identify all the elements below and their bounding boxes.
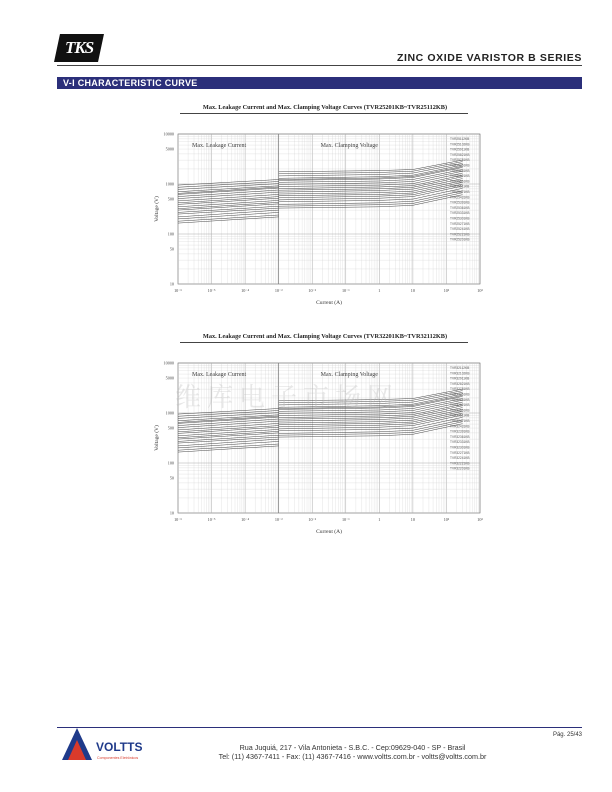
x-tick-label: 10⁻⁵	[207, 288, 216, 293]
section-title: V-I CHARACTERISTIC CURVE	[63, 78, 198, 88]
x-tick-label: 10²	[443, 517, 450, 522]
x-tick-label: 10⁻³	[274, 517, 283, 522]
series-legend-label: TVR25241KB	[450, 227, 470, 232]
y-tick-label: 500	[167, 425, 174, 431]
x-tick-label: 10⁻²	[308, 288, 317, 293]
y-tick-label: 5000	[165, 146, 174, 152]
plot-frame	[178, 134, 480, 284]
region-label-clamping: Max. Clamping Voltage	[320, 372, 378, 378]
series-legend-label: TVR25431KB	[450, 195, 470, 200]
region-label-clamping: Max. Clamping Voltage	[320, 143, 378, 149]
header-rule	[57, 65, 582, 66]
x-tick-label: 10⁻⁶	[174, 517, 182, 522]
series-legend-label: TVR32911KB	[450, 376, 470, 381]
y-tick-label: 10	[169, 510, 174, 516]
series-legend-label: TVR25471KB	[450, 190, 470, 194]
series-legend-label: TVR32391KB	[450, 429, 470, 434]
series-legend-label: TVR25271KB	[450, 221, 470, 226]
x-tick-label: 10³	[477, 517, 483, 522]
logo-text: TKS	[64, 38, 94, 57]
y-tick-label: 500	[167, 196, 174, 202]
voltts-logo	[60, 722, 160, 762]
series-legend-label: TVR32431KB	[450, 424, 470, 429]
series-legend-label: TVR32361KB	[450, 434, 470, 439]
x-tick-label: 10⁻⁴	[241, 517, 250, 522]
series-legend-label: TVR32112KB	[450, 366, 470, 370]
series-legend-label: TVR32471KB	[450, 419, 470, 423]
x-tick-label: 10⁻⁴	[241, 288, 250, 293]
section-bar	[57, 77, 582, 89]
series-legend-label: TVR25511KB	[450, 184, 470, 189]
series-legend-label: TVR32821KB	[450, 381, 470, 386]
y-axis-label: Voltage (V)	[154, 425, 160, 451]
series-legend-label: TVR32102KB	[450, 371, 470, 376]
chart-1-title: Max. Leakage Current and Max. Clamping Voltage Curves (TVR25201KB~TVR25112KB)	[202, 104, 448, 111]
region-label-leakage: Max. Leakage Current	[192, 143, 247, 149]
x-tick-label: 10	[410, 517, 415, 522]
series-legend-label: TVR32271KB	[450, 450, 470, 455]
y-tick-label: 50	[169, 475, 174, 481]
series-legend-label: TVR25331KB	[450, 211, 470, 216]
footer-address: Rua Juquiá, 217 - Vila Antonieta - S.B.C. - Cep:09629-040 - SP - Brasil	[239, 743, 466, 752]
y-tick-label: 1000	[165, 181, 174, 187]
y-axis-label: Voltage (V)	[154, 196, 160, 222]
x-tick-label: 10⁻³	[274, 288, 283, 293]
series-legend-label: TVR25221KB	[450, 232, 470, 237]
series-legend-label: TVR32681KB	[450, 397, 470, 402]
x-tick-label: 10⁻⁶	[174, 288, 182, 293]
x-tick-label: 10²	[443, 288, 450, 293]
series-legend-label: TVR25561KB	[450, 179, 470, 184]
x-axis-label: Current (A)	[316, 529, 342, 535]
x-tick-label: 10⁻¹	[341, 517, 350, 522]
series-legend-label: TVR25201KB	[450, 237, 470, 242]
chart-1	[150, 128, 490, 308]
x-tick-label: 10³	[477, 288, 483, 293]
series-title: ZINC OXIDE VARISTOR B SERIES	[396, 52, 582, 64]
x-tick-label: 10	[410, 288, 415, 293]
y-tick-label: 10000	[163, 360, 174, 366]
x-axis-label: Current (A)	[316, 300, 342, 306]
series-legend-label: TVR25112KB	[450, 137, 470, 141]
y-tick-label: 10000	[163, 131, 174, 137]
voltts-logo-tagline: Componentes Eletrônicos	[97, 756, 139, 760]
series-legend-label: TVR25911KB	[450, 147, 470, 152]
x-tick-label: 10⁻⁵	[207, 517, 216, 522]
series-legend-label: TVR32511KB	[450, 413, 470, 418]
series-legend-label: TVR25621KB	[450, 174, 470, 179]
series-legend-label: TVR32751KB	[450, 392, 470, 397]
x-tick-label: 1	[378, 517, 381, 522]
series-legend-label: TVR25821KB	[450, 152, 470, 157]
series-legend-label: TVR25681KB	[450, 168, 470, 173]
series-legend-label: TVR25301KB	[450, 216, 470, 221]
series-legend-label: TVR32221KB	[450, 461, 470, 466]
voltts-logo-name: VOLTTS	[96, 740, 143, 754]
x-tick-label: 10⁻²	[308, 517, 317, 522]
y-tick-label: 100	[167, 231, 174, 237]
series-legend-label: TVR25751KB	[450, 163, 470, 168]
tks-logo	[54, 34, 104, 62]
footer-contact: Tel: (11) 4367-7411 - Fax: (11) 4367-7416 - www.voltts.com.br - voltts@voltts.com.br	[218, 752, 487, 761]
x-tick-label: 10⁻¹	[341, 288, 350, 293]
chart-1-title-rule	[180, 113, 468, 114]
page-number: Pág. 25/43	[552, 732, 582, 738]
series-legend-label: TVR25391KB	[450, 200, 470, 205]
series-legend-label: TVR32331KB	[450, 440, 470, 445]
y-tick-label: 5000	[165, 375, 174, 381]
watermark: 维库电子市场网	[175, 383, 400, 413]
series-legend-label: TVR25361KB	[450, 205, 470, 210]
series-legend-label: TVR32241KB	[450, 456, 470, 461]
y-tick-label: 1000	[165, 410, 174, 416]
series-legend-label: TVR32621KB	[450, 403, 470, 408]
y-tick-label: 10	[169, 281, 174, 287]
y-tick-label: 100	[167, 460, 174, 466]
chart-2-title-rule	[180, 342, 468, 343]
series-legend-label: TVR25781KB	[450, 158, 470, 163]
series-legend-label: TVR32201KB	[450, 466, 470, 471]
chart-2-title: Max. Leakage Current and Max. Clamping Voltage Curves (TVR32201KB~TVR32112KB)	[202, 333, 448, 340]
series-legend-label: TVR25102KB	[450, 142, 470, 147]
y-tick-label: 50	[169, 246, 174, 252]
series-legend-label: TVR32561KB	[450, 408, 470, 413]
x-tick-label: 1	[378, 288, 381, 293]
series-legend-label: TVR32781KB	[450, 387, 470, 392]
region-label-leakage: Max. Leakage Current	[192, 372, 247, 378]
series-legend-label: TVR32301KB	[450, 445, 470, 450]
